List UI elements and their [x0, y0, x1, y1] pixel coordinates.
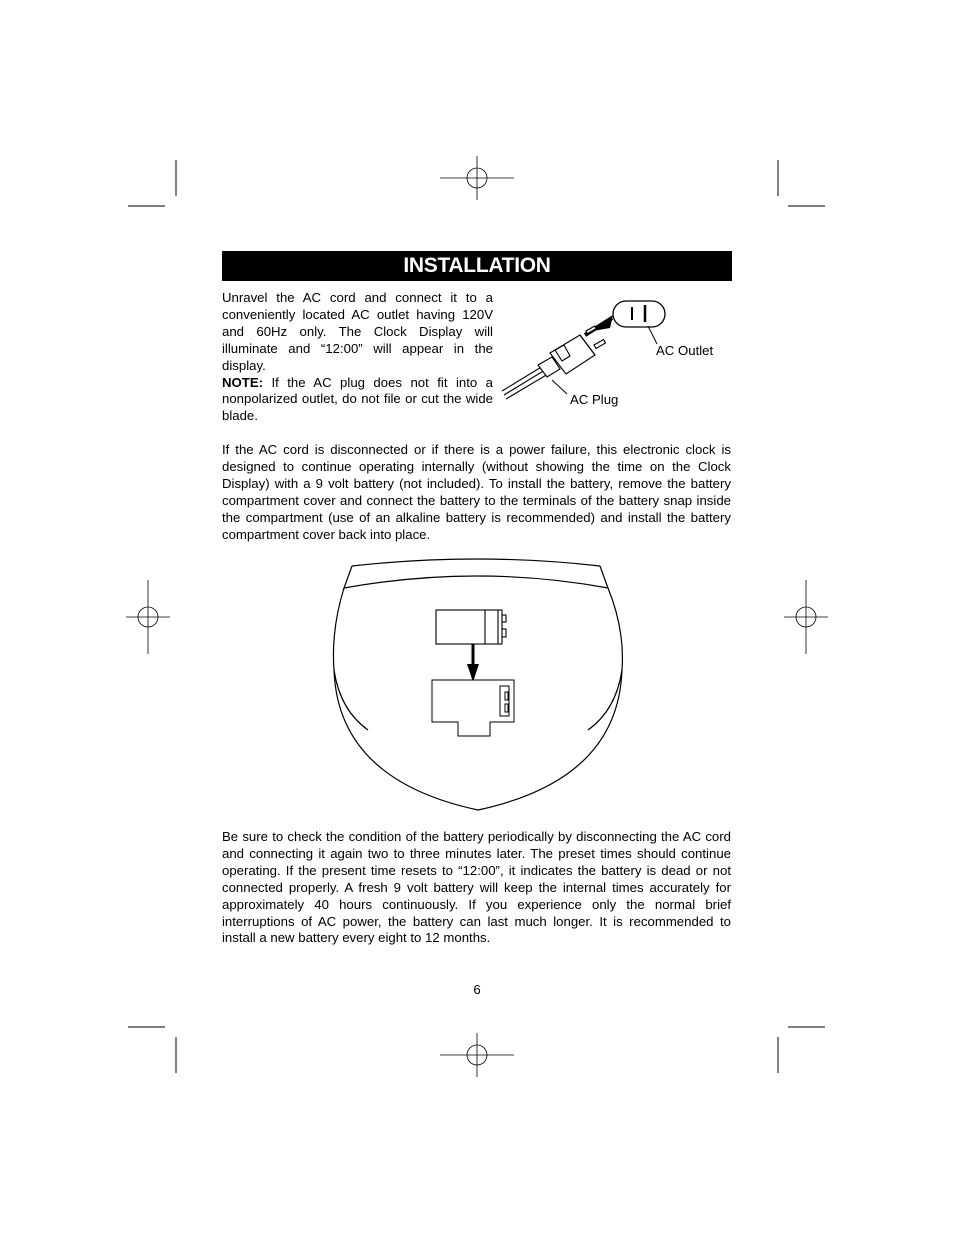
battery-check-paragraph: Be sure to check the condition of the battery periodically by disconnecting the AC cord and connecting it again two to three minutes later. The preset times should continue operating. If the present time resets to “12:00”, it indicates the battery is dead or not connected properly. A fresh 9 volt battery will keep the internal times accurately for approximately 40 hours continuously. If you experience only the normal brief interruptions of AC power, the battery can last much longer. It is recommended to install a new battery every eight to 12 months.: [222, 829, 731, 946]
battery-backup-paragraph: If the AC cord is disconnected or if there is a power failure, this electronic clock is designed to continue operating internally (without showing the time on the Clock Display) with a 9 volt battery (not included). To install the battery, remove the battery compartment cover and connect the battery to the terminals of the battery snap inside the compartment (use of an alkaline battery is recommended) and install the battery compartment cover back into place.: [222, 442, 731, 542]
ac-plug-label: AC Plug: [570, 392, 619, 407]
registration-mark-bottom-icon: [440, 1033, 514, 1077]
page-number: 6: [473, 982, 481, 997]
battery-install-figure: [328, 560, 628, 815]
registration-mark-top-icon: [440, 156, 514, 200]
ac-outlet-icon: [613, 301, 665, 327]
ac-plug-icon: [502, 326, 606, 399]
section-title: INSTALLATION: [222, 251, 732, 281]
note-text: If the AC plug does not fit into a nonpolarized outlet, do not file or cut the wide blade.: [222, 374, 493, 424]
arrow-down-icon: [467, 644, 479, 682]
intro-paragraph: [222, 290, 493, 425]
nine-volt-battery-icon: [436, 610, 506, 644]
registration-mark-left-icon: [126, 580, 170, 654]
registration-mark-right-icon: [784, 580, 828, 654]
note-label: NOTE:: [222, 374, 264, 390]
intro-text: Unravel the AC cord and connect it to a conveniently located AC outlet having 120V and 60Hz only. The Clock Display will illuminate and “12:00” will appear in the display.: [222, 290, 493, 373]
battery-compartment-icon: [432, 680, 514, 736]
ac-outlet-label: AC Outlet: [656, 343, 714, 358]
